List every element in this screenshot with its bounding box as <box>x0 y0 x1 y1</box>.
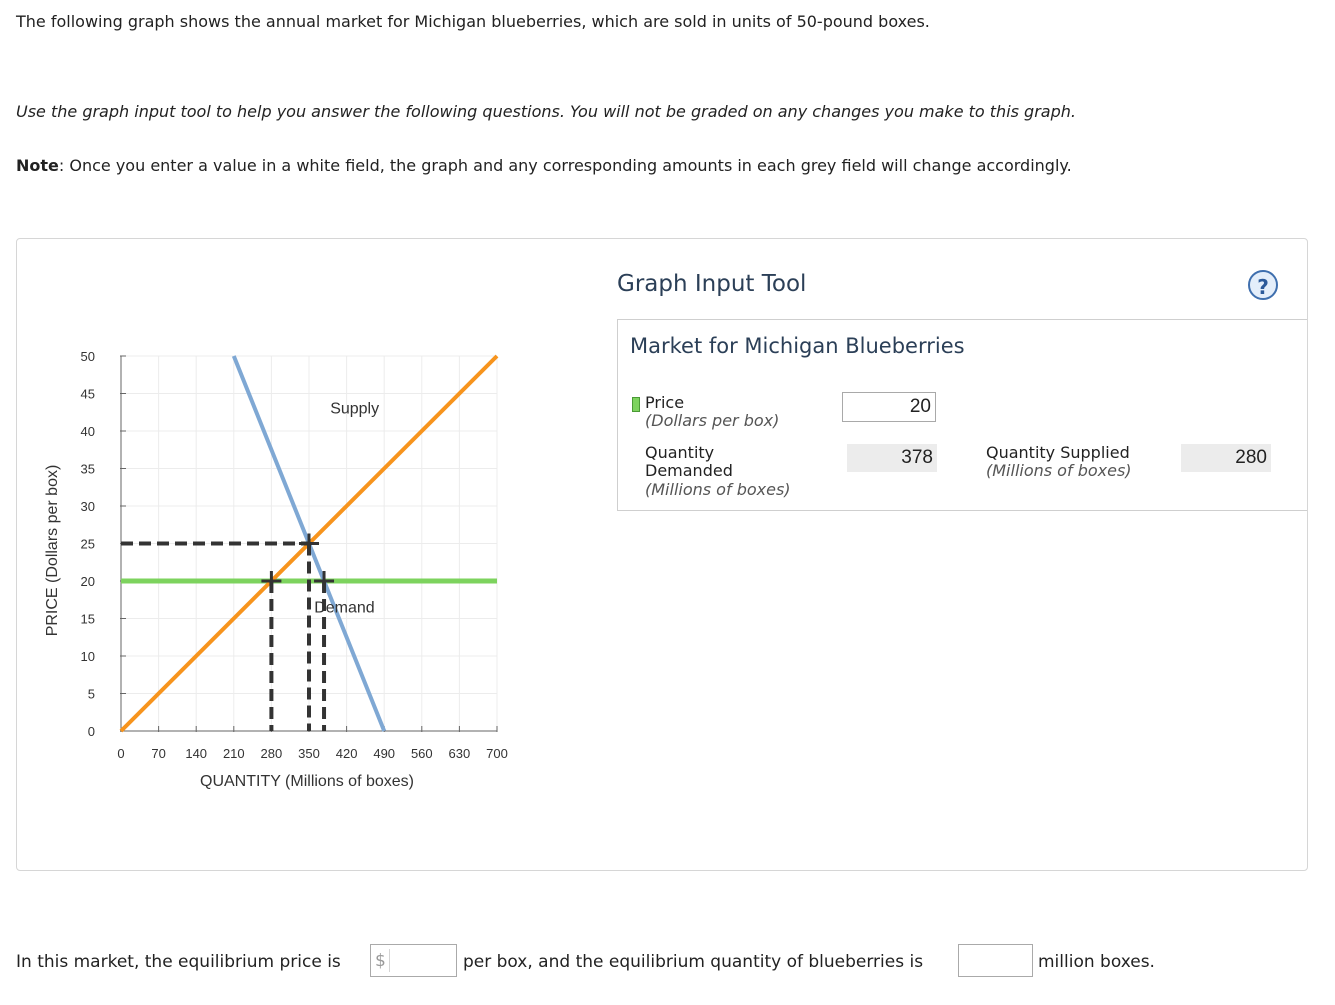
y-tick-label: 30 <box>80 499 95 514</box>
x-tick-label: 420 <box>335 746 358 761</box>
quantity-demanded-marker <box>314 571 334 591</box>
x-axis-title: QUANTITY (Millions of boxes) <box>200 773 414 790</box>
note-label: Note <box>16 156 59 175</box>
graph-input-tool-title: Graph Input Tool <box>617 271 807 297</box>
answer-sentence <box>16 944 1316 978</box>
y-tick-label: 35 <box>80 461 95 477</box>
answer-text-3: million boxes. <box>1038 952 1155 972</box>
answer-text-1: In this market, the equilibrium price is <box>16 952 341 972</box>
quantity-demanded-label-1: Quantity <box>645 443 715 462</box>
x-tick-label: 350 <box>298 746 320 761</box>
demand-label: Demand <box>314 599 375 617</box>
y-tick-label: 5 <box>87 686 95 702</box>
price-unit-label: (Dollars per box) <box>645 411 780 430</box>
x-tick-label: 490 <box>373 746 396 761</box>
equilibrium-price-input[interactable] <box>370 944 457 977</box>
x-tick-label: 700 <box>486 746 508 761</box>
y-tick-label: 10 <box>80 649 95 664</box>
graph-panel <box>16 238 1308 871</box>
x-tick-label: 70 <box>151 746 166 761</box>
y-tick-label: 50 <box>80 349 95 364</box>
instructions-text: Use the graph input tool to help you answer the following questions. You will not be graded on any changes you make to this graph. <box>16 102 1076 121</box>
dollar-separator <box>389 949 390 972</box>
y-tick-label: 45 <box>80 386 95 402</box>
x-tick-label: 560 <box>410 746 433 761</box>
quantity-supplied-value: 280 <box>1181 444 1271 472</box>
quantity-demanded-value: 378 <box>847 444 937 472</box>
x-tick-label: 140 <box>185 746 208 761</box>
answer-text-2: per box, and the equilibrium quantity of blueberries is <box>463 952 924 972</box>
price-label: Price <box>645 393 685 412</box>
quantity-demanded-label-2: Demanded <box>645 461 733 480</box>
quantity-supplied-unit-label: (Millions of boxes) <box>986 461 1132 480</box>
y-tick-label: 20 <box>80 574 95 589</box>
price-legend-swatch <box>632 397 640 412</box>
note-text <box>16 156 1072 175</box>
dollar-sign: $ <box>375 951 386 971</box>
equilibrium-quantity-input[interactable] <box>958 944 1033 977</box>
quantity-demanded-unit-label: (Millions of boxes) <box>645 480 791 499</box>
x-tick-label: 210 <box>222 746 245 761</box>
note-body: : Once you enter a value in a white field, the graph and any corresponding amounts in each grey field will change accordingly. <box>58 156 1072 175</box>
y-tick-label: 40 <box>80 424 95 439</box>
market-graph[interactable] <box>17 239 617 839</box>
supply-label: Supply <box>330 400 380 418</box>
y-axis-title: PRICE (Dollars per box) <box>44 464 61 637</box>
x-tick-label: 280 <box>260 746 283 761</box>
quantity-supplied-label: Quantity Supplied <box>986 443 1130 462</box>
x-tick-label: 630 <box>448 746 471 761</box>
price-input[interactable] <box>842 392 936 422</box>
x-tick-label: 0 <box>117 746 125 761</box>
y-tick-label: 0 <box>87 724 95 739</box>
y-tick-label: 25 <box>80 536 95 552</box>
y-tick-label: 15 <box>80 611 95 627</box>
graph-input-tool-box <box>617 319 1307 511</box>
question-mark-icon[interactable]: ? <box>1248 270 1278 300</box>
market-title: Market for Michigan Blueberries <box>630 334 965 358</box>
intro-text: The following graph shows the annual market for Michigan blueberries, which are sold in units of 50-pound boxes. <box>16 12 930 31</box>
